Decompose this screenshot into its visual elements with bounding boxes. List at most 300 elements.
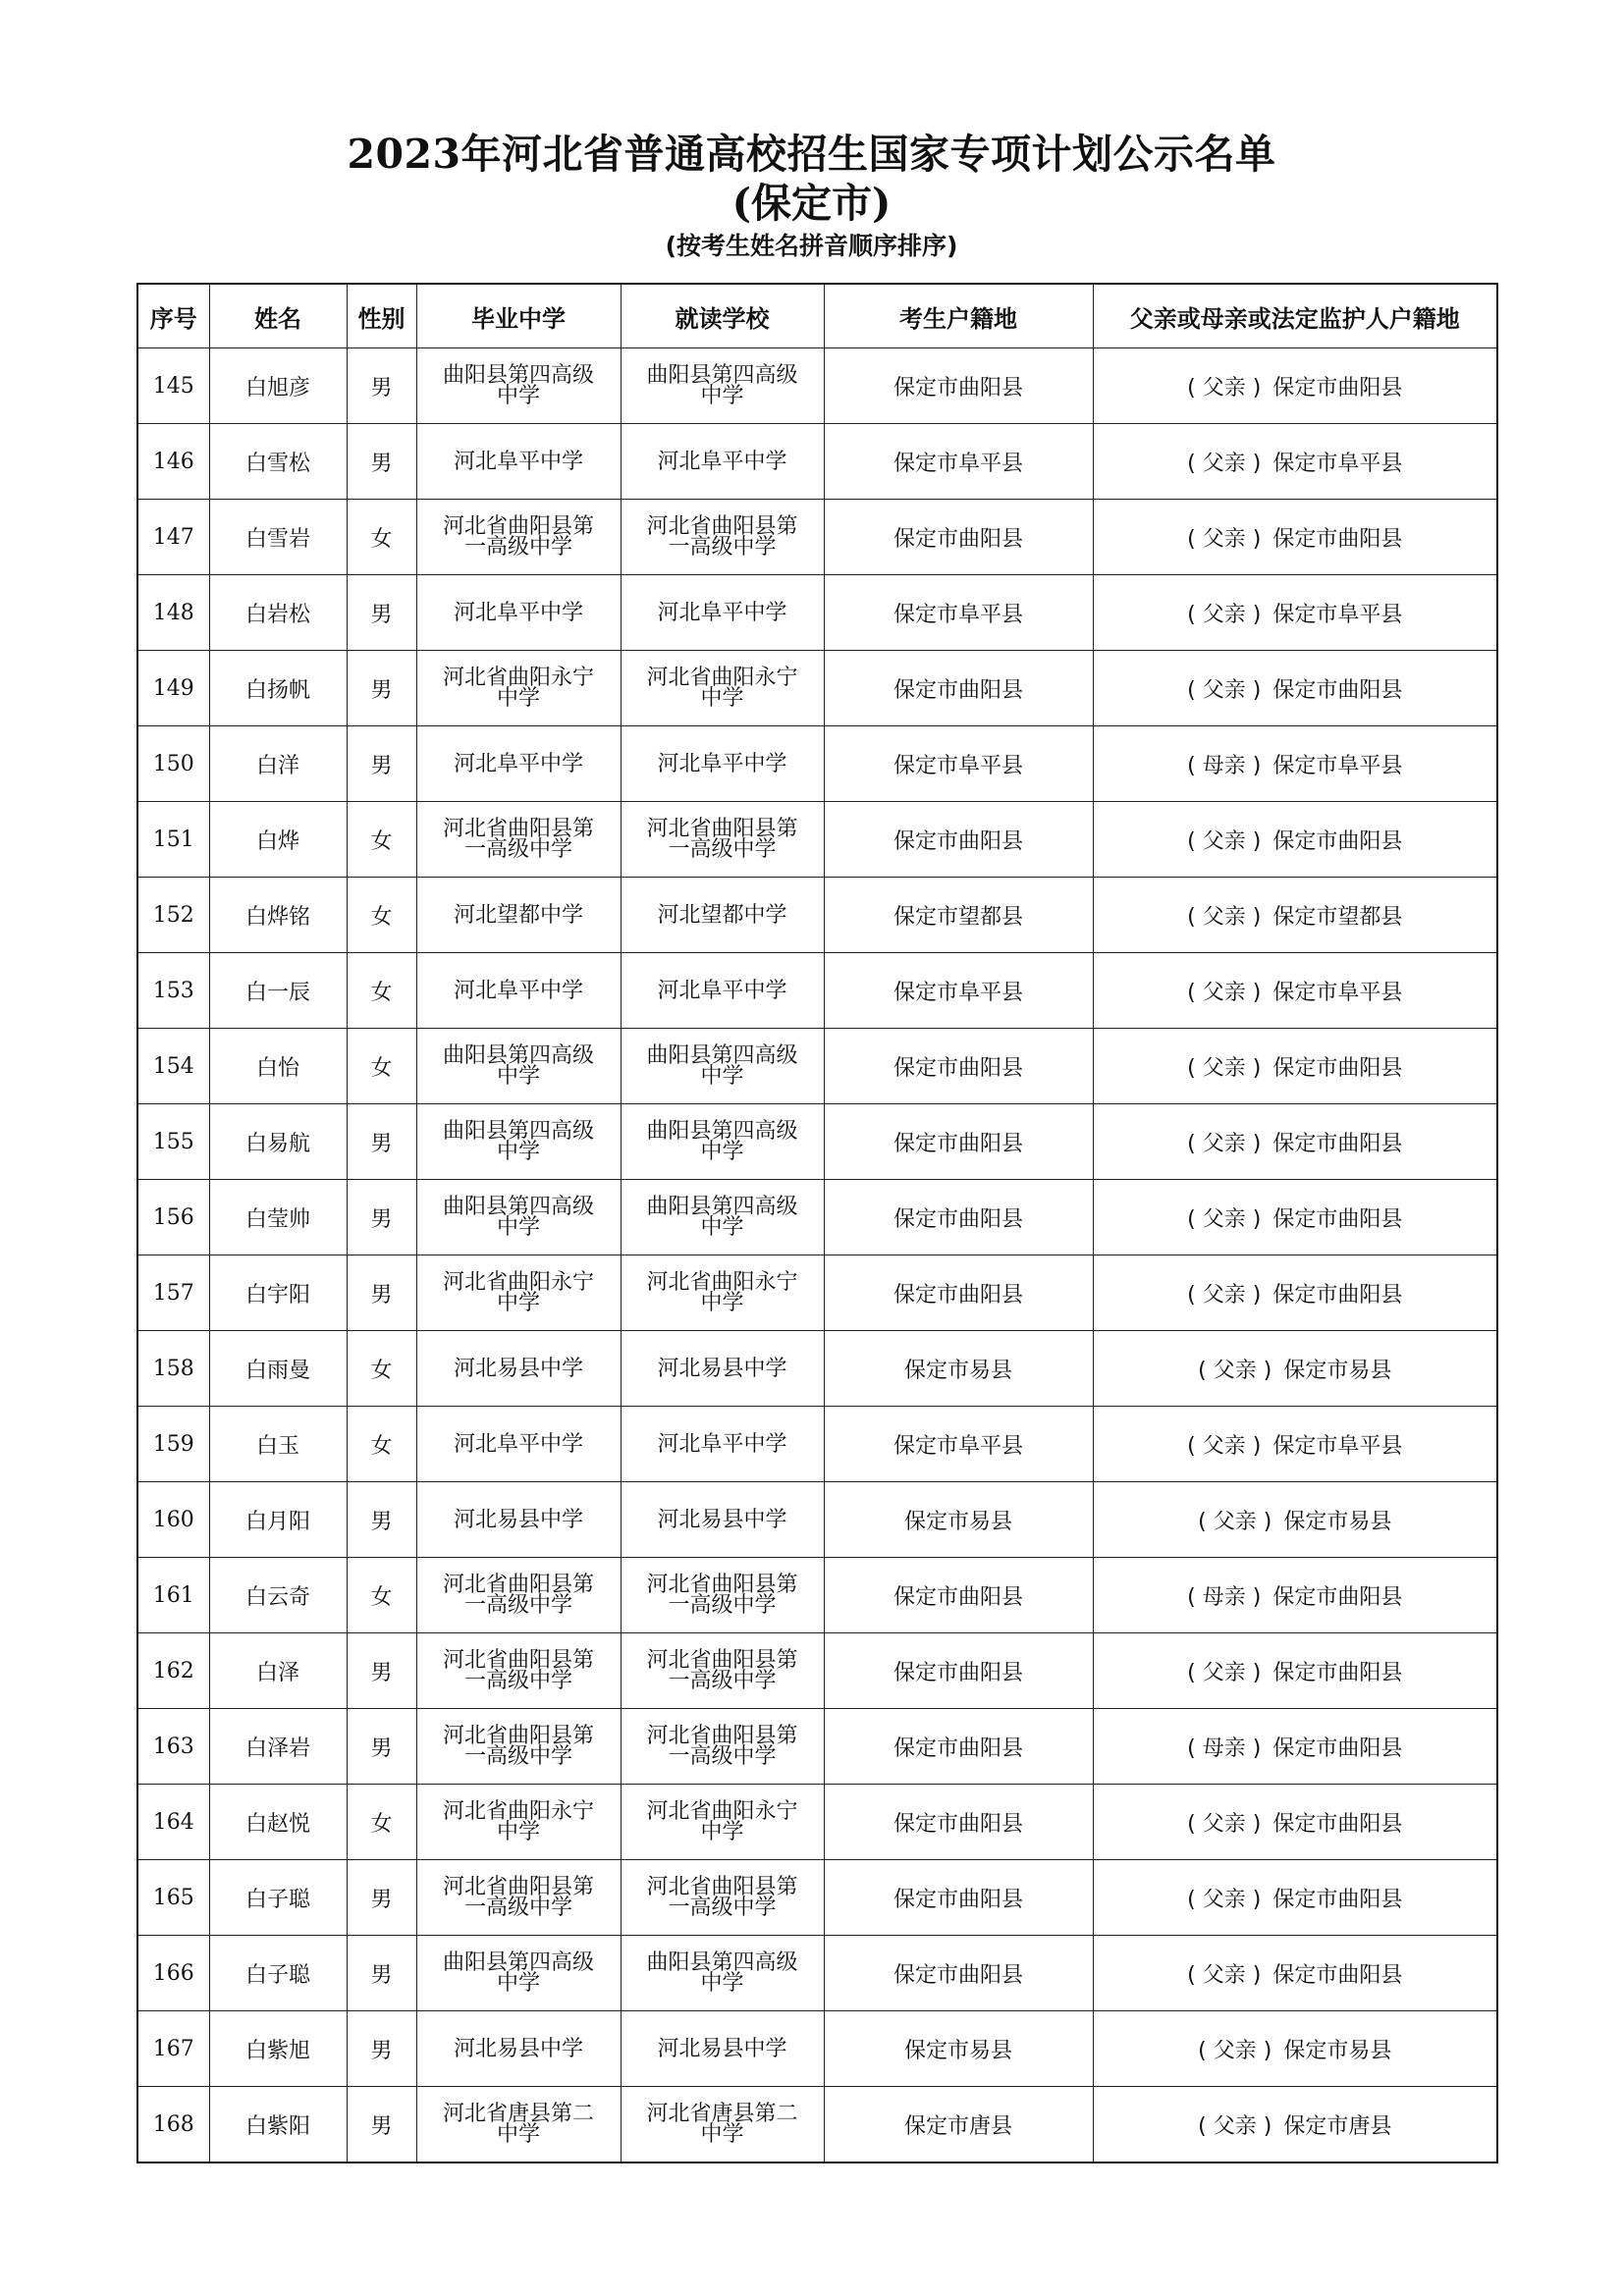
cell-no: 155 [137, 1104, 209, 1180]
guardian-residence: 保定市阜平县 [1272, 451, 1403, 476]
cell-no: 157 [137, 1255, 209, 1331]
table-row [137, 802, 1497, 878]
guardian-residence: 保定市曲阳县 [1272, 828, 1403, 854]
cell-name: 白雪松 [209, 424, 347, 500]
guardian-residence: 保定市曲阳县 [1272, 1055, 1403, 1081]
table-row [137, 1331, 1497, 1407]
page-subtitle: (保定市) [731, 180, 892, 227]
guardian-relation: ( 父亲 ) [1187, 828, 1262, 854]
cell-current-school [621, 1860, 824, 1936]
cell-gender: 女 [347, 1331, 416, 1407]
cell-current-school [621, 802, 824, 878]
cell-residence: 保定市唐县 [824, 2087, 1093, 2163]
guardian-residence: 保定市曲阳县 [1272, 1735, 1403, 1761]
grad-school-text: 曲阳县第四高级中学 [442, 363, 594, 408]
table-row [137, 1029, 1497, 1104]
cell-guardian [1093, 348, 1497, 424]
table-row [137, 1785, 1497, 1860]
cell-grad-school [416, 1860, 621, 1936]
cell-no: 150 [137, 726, 209, 802]
cell-guardian [1093, 575, 1497, 651]
cell-no: 145 [137, 348, 209, 424]
cell-grad-school [416, 1482, 621, 1558]
current-school-text: 曲阳县第四高级中学 [646, 363, 798, 408]
cell-residence: 保定市阜平县 [824, 953, 1093, 1029]
guardian-residence: 保定市曲阳县 [1272, 677, 1403, 703]
guardian-relation: ( 父亲 ) [1187, 1055, 1262, 1081]
guardian-relation: ( 父亲 ) [1187, 1962, 1262, 1988]
cell-guardian [1093, 1407, 1497, 1482]
cell-name: 白紫旭 [209, 2011, 347, 2087]
cell-no: 151 [137, 802, 209, 878]
cell-gender: 女 [347, 1558, 416, 1633]
guardian-residence: 保定市曲阳县 [1272, 375, 1403, 400]
cell-name: 白岩松 [209, 575, 347, 651]
table-row [137, 1709, 1497, 1785]
cell-gender: 男 [347, 726, 416, 802]
cell-name: 白泽 [209, 1633, 347, 1709]
table-body [137, 348, 1497, 2163]
table-row [137, 1407, 1497, 1482]
current-school-text: 河北易县中学 [657, 1507, 787, 1532]
cell-current-school [621, 1180, 824, 1255]
guardian-relation: ( 母亲 ) [1187, 1584, 1262, 1610]
cell-gender: 男 [347, 2011, 416, 2087]
cell-grad-school [416, 726, 621, 802]
grad-school-text: 河北阜平中学 [453, 978, 583, 1003]
cell-guardian [1093, 1936, 1497, 2011]
cell-residence: 保定市曲阳县 [824, 1029, 1093, 1104]
grad-school-text: 河北省曲阳永宁中学 [442, 1270, 594, 1315]
cell-name: 白月阳 [209, 1482, 347, 1558]
current-school-text: 河北省曲阳县第一高级中学 [646, 1573, 798, 1618]
guardian-relation: ( 父亲 ) [1187, 1206, 1262, 1232]
current-school-text: 河北省曲阳县第一高级中学 [646, 817, 798, 862]
cell-residence: 保定市阜平县 [824, 1407, 1093, 1482]
table-header-row [137, 284, 1497, 348]
cell-current-school [621, 1785, 824, 1860]
cell-grad-school [416, 1936, 621, 2011]
cell-current-school [621, 1558, 824, 1633]
cell-guardian [1093, 1331, 1497, 1407]
cell-no: 167 [137, 2011, 209, 2087]
guardian-residence: 保定市曲阳县 [1272, 1887, 1403, 1912]
cell-gender: 女 [347, 1029, 416, 1104]
cell-residence: 保定市阜平县 [824, 726, 1093, 802]
current-school-text: 河北省曲阳永宁中学 [646, 1799, 798, 1844]
guardian-residence: 保定市易县 [1283, 2038, 1392, 2063]
grad-school-text: 河北省曲阳县第一高级中学 [442, 1724, 594, 1769]
table-row [137, 2087, 1497, 2163]
grad-school-text: 河北省曲阳县第一高级中学 [442, 1573, 594, 1618]
guardian-residence: 保定市阜平县 [1272, 602, 1403, 627]
cell-gender: 男 [347, 1633, 416, 1709]
cell-grad-school [416, 651, 621, 726]
grad-school-text: 曲阳县第四高级中学 [442, 1195, 594, 1240]
cell-name: 白烨铭 [209, 878, 347, 953]
guardian-relation: ( 父亲 ) [1198, 2038, 1272, 2063]
cell-guardian [1093, 2087, 1497, 2163]
cell-guardian [1093, 1180, 1497, 1255]
cell-current-school [621, 1255, 824, 1331]
column-header-no: 序号 [137, 284, 209, 348]
column-header-current-school: 就读学校 [621, 284, 824, 348]
guardian-residence: 保定市望都县 [1272, 904, 1403, 930]
cell-name: 白紫阳 [209, 2087, 347, 2163]
current-school-text: 河北易县中学 [657, 1356, 787, 1381]
grad-school-text: 河北省曲阳永宁中学 [442, 666, 594, 711]
cell-residence: 保定市易县 [824, 1331, 1093, 1407]
guardian-residence: 保定市阜平县 [1272, 1433, 1403, 1459]
cell-current-school [621, 1709, 824, 1785]
cell-guardian [1093, 1860, 1497, 1936]
current-school-text: 河北省曲阳县第一高级中学 [646, 514, 798, 560]
grad-school-text: 曲阳县第四高级中学 [442, 1119, 594, 1164]
cell-current-school [621, 2087, 824, 2163]
guardian-residence: 保定市曲阳县 [1272, 1811, 1403, 1837]
cell-grad-school [416, 953, 621, 1029]
cell-gender: 男 [347, 1936, 416, 2011]
current-school-text: 河北省曲阳县第一高级中学 [646, 1648, 798, 1693]
cell-residence: 保定市曲阳县 [824, 651, 1093, 726]
grad-school-text: 河北省唐县第二中学 [442, 2102, 594, 2147]
cell-current-school [621, 1633, 824, 1709]
cell-name: 白扬帆 [209, 651, 347, 726]
cell-gender: 男 [347, 1860, 416, 1936]
cell-name: 白泽岩 [209, 1709, 347, 1785]
guardian-relation: ( 父亲 ) [1187, 980, 1262, 1005]
cell-no: 159 [137, 1407, 209, 1482]
cell-residence: 保定市曲阳县 [824, 1785, 1093, 1860]
column-header-guardian-residence: 父亲或母亲或法定监护人户籍地 [1093, 284, 1497, 348]
cell-gender: 女 [347, 1785, 416, 1860]
cell-no: 161 [137, 1558, 209, 1633]
sort-note: (按考生姓名拼音顺序排序) [665, 232, 958, 260]
table-row [137, 953, 1497, 1029]
guardian-relation: ( 父亲 ) [1187, 1887, 1262, 1912]
cell-name: 白雪岩 [209, 500, 347, 575]
guardian-relation: ( 父亲 ) [1187, 1660, 1262, 1685]
table-row [137, 1180, 1497, 1255]
cell-name: 白云奇 [209, 1558, 347, 1633]
cell-grad-school [416, 2011, 621, 2087]
cell-current-school [621, 1407, 824, 1482]
grad-school-text: 河北阜平中学 [453, 1431, 583, 1457]
guardian-relation: ( 父亲 ) [1187, 677, 1262, 703]
cell-no: 158 [137, 1331, 209, 1407]
table-row [137, 651, 1497, 726]
cell-grad-school [416, 2087, 621, 2163]
grad-school-text: 河北阜平中学 [453, 600, 583, 625]
cell-guardian [1093, 1633, 1497, 1709]
cell-residence: 保定市曲阳县 [824, 500, 1093, 575]
cell-no: 163 [137, 1709, 209, 1785]
guardian-residence: 保定市曲阳县 [1272, 526, 1403, 552]
page-title: 2023年河北省普通高校招生国家专项计划公示名单 [347, 131, 1276, 178]
cell-grad-school [416, 1029, 621, 1104]
cell-no: 164 [137, 1785, 209, 1860]
cell-residence: 保定市曲阳县 [824, 1860, 1093, 1936]
grad-school-text: 河北易县中学 [453, 2036, 583, 2061]
cell-guardian [1093, 424, 1497, 500]
table-row [137, 500, 1497, 575]
cell-guardian [1093, 726, 1497, 802]
cell-grad-school [416, 348, 621, 424]
cell-residence: 保定市阜平县 [824, 575, 1093, 651]
cell-residence: 保定市曲阳县 [824, 1104, 1093, 1180]
grad-school-text: 河北阜平中学 [453, 449, 583, 474]
cell-grad-school [416, 1180, 621, 1255]
cell-gender: 男 [347, 575, 416, 651]
cell-current-school [621, 651, 824, 726]
cell-residence: 保定市曲阳县 [824, 1633, 1093, 1709]
cell-no: 160 [137, 1482, 209, 1558]
cell-current-school [621, 500, 824, 575]
cell-gender: 女 [347, 953, 416, 1029]
guardian-residence: 保定市曲阳县 [1272, 1282, 1403, 1308]
grad-school-text: 曲阳县第四高级中学 [442, 1950, 594, 1996]
current-school-text: 河北易县中学 [657, 2036, 787, 2061]
cell-no: 154 [137, 1029, 209, 1104]
cell-guardian [1093, 651, 1497, 726]
table-row [137, 1633, 1497, 1709]
cell-no: 153 [137, 953, 209, 1029]
guardian-relation: ( 父亲 ) [1187, 375, 1262, 400]
cell-name: 白易航 [209, 1104, 347, 1180]
cell-name: 白赵悦 [209, 1785, 347, 1860]
current-school-text: 河北阜平中学 [657, 751, 787, 776]
cell-guardian [1093, 1558, 1497, 1633]
cell-current-school [621, 1029, 824, 1104]
cell-gender: 女 [347, 878, 416, 953]
table-row [137, 575, 1497, 651]
cell-guardian [1093, 953, 1497, 1029]
current-school-text: 曲阳县第四高级中学 [646, 1119, 798, 1164]
cell-gender: 男 [347, 651, 416, 726]
cell-residence: 保定市易县 [824, 1482, 1093, 1558]
cell-current-school [621, 953, 824, 1029]
cell-guardian [1093, 1255, 1497, 1331]
column-header-grad-school: 毕业中学 [416, 284, 621, 348]
cell-residence: 保定市曲阳县 [824, 1255, 1093, 1331]
cell-residence: 保定市曲阳县 [824, 802, 1093, 878]
cell-name: 白一辰 [209, 953, 347, 1029]
guardian-residence: 保定市阜平县 [1272, 753, 1403, 778]
cell-current-school [621, 1936, 824, 2011]
current-school-text: 河北省曲阳永宁中学 [646, 1270, 798, 1315]
guardian-relation: ( 父亲 ) [1198, 1358, 1272, 1383]
cell-current-school [621, 726, 824, 802]
guardian-relation: ( 父亲 ) [1187, 1282, 1262, 1308]
cell-no: 165 [137, 1860, 209, 1936]
table-row [137, 1104, 1497, 1180]
cell-name: 白宇阳 [209, 1255, 347, 1331]
guardian-relation: ( 父亲 ) [1187, 1131, 1262, 1156]
cell-grad-school [416, 1785, 621, 1860]
current-school-text: 河北阜平中学 [657, 449, 787, 474]
guardian-relation: ( 父亲 ) [1187, 602, 1262, 627]
cell-gender: 男 [347, 1482, 416, 1558]
cell-no: 149 [137, 651, 209, 726]
cell-no: 168 [137, 2087, 209, 2163]
guardian-relation: ( 母亲 ) [1187, 1735, 1262, 1761]
grad-school-text: 河北阜平中学 [453, 751, 583, 776]
cell-gender: 女 [347, 500, 416, 575]
guardian-relation: ( 母亲 ) [1187, 753, 1262, 778]
column-header-gender: 性别 [347, 284, 416, 348]
cell-residence: 保定市望都县 [824, 878, 1093, 953]
table-row [137, 1860, 1497, 1936]
cell-gender: 男 [347, 1709, 416, 1785]
cell-name: 白雨曼 [209, 1331, 347, 1407]
grad-school-text: 河北省曲阳县第一高级中学 [442, 817, 594, 862]
cell-residence: 保定市曲阳县 [824, 1180, 1093, 1255]
cell-no: 146 [137, 424, 209, 500]
current-school-text: 河北省曲阳县第一高级中学 [646, 1875, 798, 1920]
cell-name: 白洋 [209, 726, 347, 802]
cell-current-school [621, 1482, 824, 1558]
cell-guardian [1093, 2011, 1497, 2087]
cell-grad-school [416, 1558, 621, 1633]
cell-gender: 男 [347, 1104, 416, 1180]
grad-school-text: 河北省曲阳县第一高级中学 [442, 514, 594, 560]
guardian-residence: 保定市曲阳县 [1272, 1584, 1403, 1610]
guardian-residence: 保定市唐县 [1283, 2113, 1392, 2139]
guardian-relation: ( 父亲 ) [1187, 1433, 1262, 1459]
cell-no: 147 [137, 500, 209, 575]
table-row [137, 1936, 1497, 2011]
cell-guardian [1093, 500, 1497, 575]
current-school-text: 河北省曲阳永宁中学 [646, 666, 798, 711]
cell-no: 156 [137, 1180, 209, 1255]
current-school-text: 曲阳县第四高级中学 [646, 1950, 798, 1996]
guardian-residence: 保定市曲阳县 [1272, 1962, 1403, 1988]
grad-school-text: 河北省曲阳县第一高级中学 [442, 1875, 594, 1920]
cell-grad-school [416, 1709, 621, 1785]
guardian-residence: 保定市曲阳县 [1272, 1206, 1403, 1232]
cell-current-school [621, 1331, 824, 1407]
cell-grad-school [416, 878, 621, 953]
cell-gender: 男 [347, 1180, 416, 1255]
grad-school-text: 河北易县中学 [453, 1356, 583, 1381]
current-school-text: 河北阜平中学 [657, 1431, 787, 1457]
cell-residence: 保定市曲阳县 [824, 1936, 1093, 2011]
cell-grad-school [416, 1104, 621, 1180]
current-school-text: 河北省曲阳县第一高级中学 [646, 1724, 798, 1769]
table-row [137, 2011, 1497, 2087]
table-row [137, 1558, 1497, 1633]
guardian-residence: 保定市易县 [1283, 1509, 1392, 1534]
current-school-text: 曲阳县第四高级中学 [646, 1195, 798, 1240]
current-school-text: 河北望都中学 [657, 902, 787, 928]
grad-school-text: 河北省曲阳县第一高级中学 [442, 1648, 594, 1693]
cell-no: 152 [137, 878, 209, 953]
grad-school-text: 曲阳县第四高级中学 [442, 1043, 594, 1089]
cell-guardian [1093, 1785, 1497, 1860]
cell-no: 162 [137, 1633, 209, 1709]
cell-grad-school [416, 1407, 621, 1482]
guardian-residence: 保定市曲阳县 [1272, 1660, 1403, 1685]
cell-name: 白莹帅 [209, 1180, 347, 1255]
cell-guardian [1093, 878, 1497, 953]
cell-no: 148 [137, 575, 209, 651]
cell-guardian [1093, 1482, 1497, 1558]
guardian-relation: ( 父亲 ) [1187, 451, 1262, 476]
guardian-residence: 保定市曲阳县 [1272, 1131, 1403, 1156]
candidate-table [136, 283, 1498, 2163]
current-school-text: 河北阜平中学 [657, 978, 787, 1003]
cell-gender: 男 [347, 348, 416, 424]
table-row [137, 348, 1497, 424]
guardian-residence: 保定市易县 [1283, 1358, 1392, 1383]
cell-gender: 男 [347, 2087, 416, 2163]
cell-grad-school [416, 500, 621, 575]
cell-residence: 保定市曲阳县 [824, 348, 1093, 424]
cell-grad-school [416, 1633, 621, 1709]
cell-current-school [621, 1104, 824, 1180]
grad-school-text: 河北省曲阳永宁中学 [442, 1799, 594, 1844]
cell-no: 166 [137, 1936, 209, 2011]
cell-gender: 男 [347, 424, 416, 500]
cell-residence: 保定市阜平县 [824, 424, 1093, 500]
current-school-text: 河北阜平中学 [657, 600, 787, 625]
cell-gender: 女 [347, 1407, 416, 1482]
cell-name: 白子聪 [209, 1936, 347, 2011]
cell-grad-school [416, 1255, 621, 1331]
cell-grad-school [416, 424, 621, 500]
cell-gender: 女 [347, 802, 416, 878]
cell-name: 白烨 [209, 802, 347, 878]
cell-name: 白玉 [209, 1407, 347, 1482]
table-row [137, 424, 1497, 500]
cell-current-school [621, 2011, 824, 2087]
cell-gender: 男 [347, 1255, 416, 1331]
current-school-text: 河北省唐县第二中学 [646, 2102, 798, 2147]
cell-name: 白子聪 [209, 1860, 347, 1936]
cell-guardian [1093, 802, 1497, 878]
guardian-relation: ( 父亲 ) [1187, 1811, 1262, 1837]
cell-current-school [621, 878, 824, 953]
grad-school-text: 河北易县中学 [453, 1507, 583, 1532]
cell-current-school [621, 348, 824, 424]
guardian-residence: 保定市阜平县 [1272, 980, 1403, 1005]
cell-residence: 保定市易县 [824, 2011, 1093, 2087]
cell-grad-school [416, 802, 621, 878]
cell-current-school [621, 575, 824, 651]
guardian-relation: ( 父亲 ) [1187, 526, 1262, 552]
cell-grad-school [416, 1331, 621, 1407]
table-row [137, 1482, 1497, 1558]
cell-name: 白旭彦 [209, 348, 347, 424]
guardian-relation: ( 父亲 ) [1198, 2113, 1272, 2139]
table-row [137, 1255, 1497, 1331]
cell-grad-school [416, 575, 621, 651]
column-header-residence: 考生户籍地 [824, 284, 1093, 348]
cell-current-school [621, 424, 824, 500]
column-header-name: 姓名 [209, 284, 347, 348]
cell-guardian [1093, 1709, 1497, 1785]
table-row [137, 878, 1497, 953]
grad-school-text: 河北望都中学 [453, 902, 583, 928]
current-school-text: 曲阳县第四高级中学 [646, 1043, 798, 1089]
cell-residence: 保定市曲阳县 [824, 1709, 1093, 1785]
cell-guardian [1093, 1029, 1497, 1104]
table-row [137, 726, 1497, 802]
cell-name: 白怡 [209, 1029, 347, 1104]
cell-residence: 保定市曲阳县 [824, 1558, 1093, 1633]
guardian-relation: ( 父亲 ) [1198, 1509, 1272, 1534]
cell-guardian [1093, 1104, 1497, 1180]
